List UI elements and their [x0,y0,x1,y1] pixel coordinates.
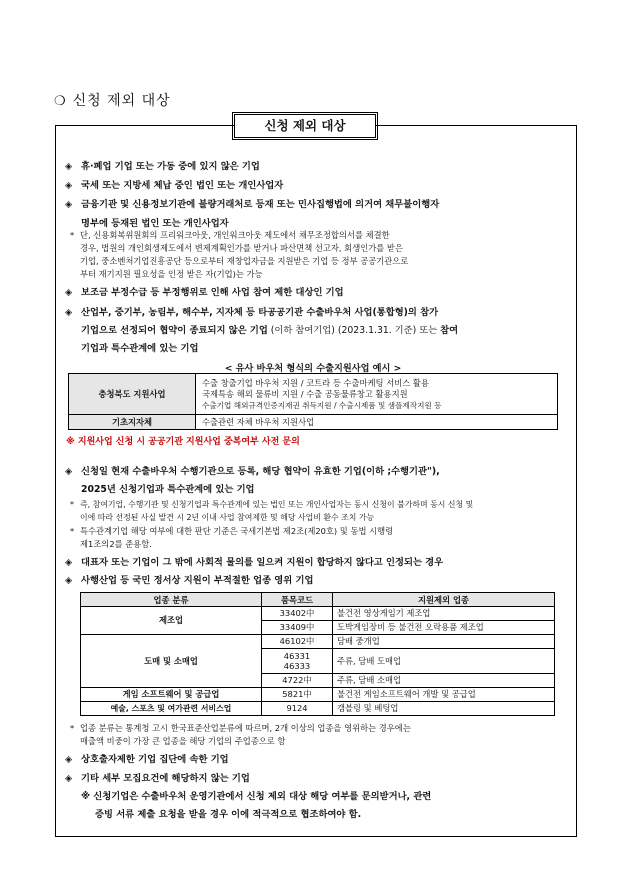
program-desc-cell: 수출 창출기업 바우처 지원 / 코트라 등 수출마케팅 서비스 활용 국제특송 해외 물류비 지원 / 수출 공동물류창고 활용지원 수출기업 해외규격인증지재권 취득지원 / 수출시제품 및 샘플제작지원 등 [196,374,558,415]
diamond-bullet-icon: ◈ [65,287,73,298]
item-other-voucher-cont2: 기업과 특수관계에 있는 기업 [81,343,199,354]
item-code-cell: 46102中 [262,635,333,649]
industry-manufacturing: 제조업 [81,607,262,635]
item-closed-business: ◈ 휴·폐업 기업 또는 가동 중에 있지 않은 기업 [65,158,260,176]
note-cooperation-l2: 증빙 서류 제출 요청을 받을 경우 이에 적극적으로 협조하여야 함. [95,809,362,820]
item-subsidy-fraud: ◈ 보조금 부정수급 등 부정행위로 인해 사업 참여 제한 대상인 기업 [65,284,344,302]
table-row [81,635,555,649]
diamond-bullet-icon: ◈ [65,773,73,784]
box-title: 신청 제외 대상 [234,114,376,138]
table-header-row [81,593,555,607]
note-cooperation: ※ 신청기업은 수출바우처 운영기관에서 신청 제외 대상 해당 여부를 문의받거나, 관련 [81,791,432,802]
program-desc-cell: 수출관련 자체 바우처 지원사업 [196,415,558,430]
industry-game-software: 게임 소프트웨어 및 공급업 [81,688,262,702]
item-code-cell: 9124 [262,702,333,716]
item-service-provider-cont: 2025년 신청기업과 특수관계에 있는 기업 [81,484,255,495]
item-tax-arrears: ◈ 국세 또는 지방세 체납 중인 법인 또는 개인사업자 [65,177,283,195]
note-industry-classification-l2: 매출액 비중이 가장 큰 업종을 해당 기업의 주업종으로 함 [80,736,286,746]
item-bad-credit: ◈ 금융기관 및 신용정보기관에 불량거래처로 등재 또는 민사집행법에 의거여 채무불이행자 [65,196,439,214]
excluded-business-cell: 담배 중개업 [333,635,555,649]
note-credit-exception: * 단, 신용회복위원회의 프리워크아웃, 개인워크아웃 제도에서 채무조정합의서를 체결한 [70,230,390,240]
item-other-requirements: ◈ 기타 세부 모집요건에 해당하지 않는 기업 [65,770,250,788]
duplicate-warning: ※ 지원사업 신청 시 공공기관 지원사업 중복여부 사전 문의 [66,437,300,447]
item-social-issue: ◈ 대표자 또는 기업이 그 밖에 사회적 물의를 일으켜 지원이 합당하지 않다고 인정되는 경우 [65,554,443,572]
note-credit-exception-l3: 기업, 중소벤처기업진흥공단 등으로부터 재창업자금을 지원받은 기업 등 정부 공공기관으로 [80,256,409,266]
circle-bullet-icon: ❍ [54,94,67,109]
diamond-bullet-icon: ◈ [65,161,73,172]
item-gambling-industry: ◈ 사행산업 등 국민 정서상 지원이 부적절한 업종 영위 기업 [65,572,313,590]
table-row [69,415,558,430]
excluded-business-cell: 불건전 영상게임기 제조업 [333,607,555,621]
item-bad-credit-cont: 명부에 등재된 법인 또는 개인사업자 [81,218,229,229]
excluded-industry-table [80,592,555,716]
item-service-provider: ◈ 신청일 현재 수출바우처 수행기관으로 등록, 해당 협약이 유효한 기업(이하 ;수행기관"), [65,463,440,481]
diamond-bullet-icon: ◈ [65,754,73,765]
industry-arts-leisure: 예술, 스포츠 및 여가관련 서비스업 [81,702,262,716]
table-row [81,688,555,702]
header-item-code: 품목코드 [262,593,333,607]
program-name-cell: 충청북도 지원사업 [69,374,196,415]
excluded-business-cell: 도박게임장비 등 불건전 오락용품 제조업 [333,621,555,635]
diamond-bullet-icon: ◈ [65,466,73,477]
note-credit-exception-l4: 부터 재기지원 필요성을 인정 받은 자(기업)는 가능 [80,269,263,279]
item-other-voucher: ◈ 산업부, 중기부, 농림부, 해수부, 지자체 등 타공공기관 수출바우처 사업(통합형)의 참가 [65,304,438,322]
excluded-business-cell: 주류, 담배 소매업 [333,674,555,688]
note-related-criteria: * 특수관계기업 해당 여부에 대한 판단 기준은 국세기본법 제2조(제20호) 및 동법 시행령 [70,526,394,536]
note-credit-exception-l2: 경우, 법원의 개인회생제도에서 변제계획인가를 받거나 파산면책 선고자, 회생인가를 받은 [80,243,403,253]
similar-programs-title: < 유사 바우처 형식의 수출지원사업 예시 > [224,363,402,374]
note-related-criteria-l2: 제1조의2를 준용함. [80,539,152,549]
industry-wholesale-retail: 도매 및 소매업 [81,635,262,688]
note-related-company: * 즉, 참여기업, 수행기관 및 신청기업과 특수관계에 있는 법인 또는 개인사업자는 동시 신청이 불가하며 동시 신청 및 [70,500,474,509]
diamond-bullet-icon: ◈ [65,575,73,586]
diamond-bullet-icon: ◈ [65,307,73,318]
table-row [81,607,555,621]
excluded-business-cell: 갬블링 및 베팅업 [333,702,555,716]
section-heading-text: 신청 제외 대상 [72,93,171,109]
diamond-bullet-icon: ◈ [65,199,73,210]
excluded-business-cell: 주류, 담배 도매업 [333,649,555,674]
header-industry-class: 업종 분류 [81,593,262,607]
item-other-voucher-cont: 기업으로 선정되어 협약이 종료되지 않은 기업 (이하 참여기업) (2023.1.31. 기준) 또는 참여 [81,325,459,336]
item-code-cell: 33409中 [262,621,333,635]
item-code-cell: 4722中 [262,674,333,688]
section-heading [54,90,171,110]
note-related-company-l2: 이에 따라 선정된 사실 발견 시 2년 이내 사업 참여제한 및 해당 사업비 환수 조치 가능 [80,513,375,522]
item-code-cell: 33402中 [262,607,333,621]
table-row [69,374,558,415]
diamond-bullet-icon: ◈ [65,180,73,191]
diamond-bullet-icon: ◈ [65,557,73,568]
excluded-business-cell: 불건전 게임소프트웨어 개발 및 공급업 [333,688,555,702]
item-code-cell: 46331 46333 [262,649,333,674]
similar-programs-table [68,373,558,430]
program-name-cell: 기초지자체 [69,415,196,430]
item-cross-shareholding: ◈ 상호출자제한 기업 집단에 속한 기업 [65,751,229,769]
table-row [81,702,555,716]
item-code-cell: 5821中 [262,688,333,702]
note-industry-classification: * 업종 분류는 통계청 고시 한국표준산업분류에 따르며, 2개 이상의 업종을 영위하는 경우에는 [70,723,411,733]
header-excluded-business: 지원제외 업종 [333,593,555,607]
